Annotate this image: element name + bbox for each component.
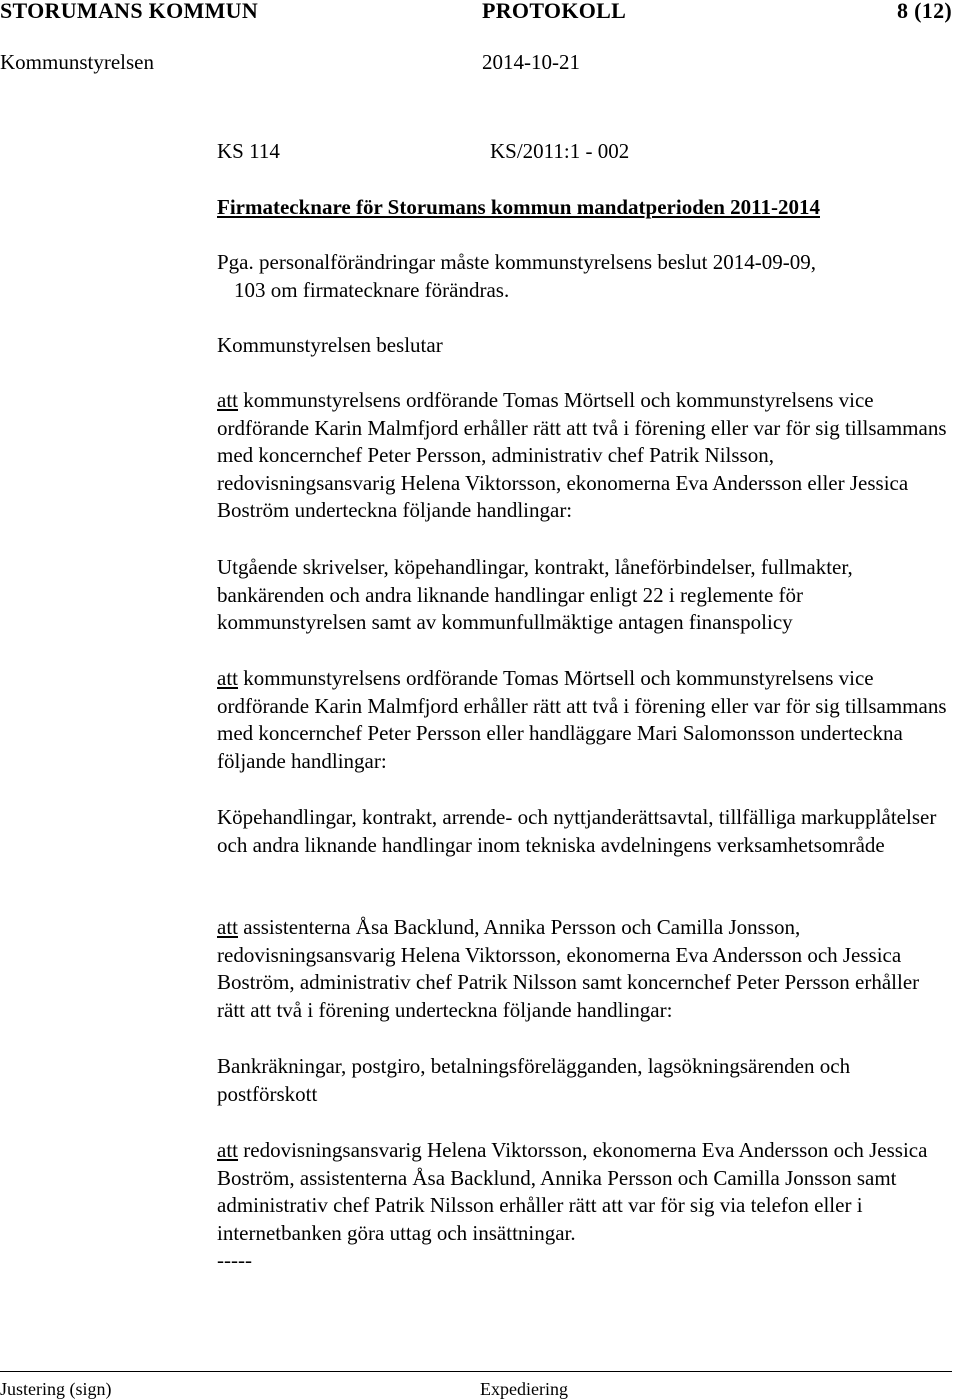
committee-name: Kommunstyrelsen: [0, 50, 154, 74]
clause-1-text: [217, 387, 952, 525]
clause-2-items: [217, 804, 952, 859]
att-keyword: att: [217, 1138, 238, 1162]
intro-line-2: 103 om firmatecknare förändras.: [234, 277, 510, 302]
decision-heading-block: [217, 332, 952, 360]
clause-1-body: kommunstyrelsens ordförande Tomas Mörtsell och kommunstyrelsens vice ordförande Karin Malmfjord erhåller rätt att två i förening eller var för sig tillsammans med koncernchef Peter Persson, administrativ chef Patrik Nilsson, redovisningsansvarig Helena Viktorsson, ekonomerna Eva Andersson eller Jessica Boström underteckna följande handlingar:: [217, 388, 947, 523]
clause-1-items-line-2: bankärenden och andra liknande handlingar enligt 22 i reglemente för: [217, 582, 804, 607]
footer-divider: [0, 1371, 952, 1372]
footer-expediering: Expediering: [480, 1379, 568, 1399]
clause-4: [217, 1137, 952, 1275]
page-number: 8 (12): [897, 0, 952, 23]
clause-2-text: [217, 665, 952, 775]
clause-4-body: redovisningsansvarig Helena Viktorsson, ekonomerna Eva Andersson och Jessica Boström, assistenterna Åsa Backlund, Annika Persson och Camilla Jonsson samt administrativ chef Patrik Nilsson erhåller rätt att var för sig via telefon eller i internetbanken göra uttag och insättningar.: [217, 1138, 928, 1245]
clause-1: [217, 387, 952, 525]
clause-1-items: [217, 554, 952, 637]
clause-3-items: [217, 1053, 952, 1108]
clause-2-body: kommunstyrelsens ordförande Tomas Mörtsell och kommunstyrelsens vice ordförande Karin Malmfjord erhåller rätt att två i förening eller var för sig tillsammans med koncernchef Peter Persson eller handläggare Mari Salomonsson underteckna följande handlingar:: [217, 666, 947, 773]
document-title-block: [217, 194, 952, 222]
att-keyword: att: [217, 388, 238, 412]
clause-3: [217, 914, 952, 1024]
footer-justering: Justering (sign): [0, 1379, 112, 1399]
header-row-top: [0, 0, 960, 26]
intro-block: [217, 249, 952, 304]
intro-line-1: Pga. personalförändringar måste kommunstyrelsens beslut 2014-09-09,: [217, 250, 816, 274]
case-paragraph: KS 114: [217, 139, 280, 163]
decision-heading: Kommunstyrelsen beslutar: [217, 333, 443, 357]
document-type: PROTOKOLL: [482, 0, 627, 23]
clause-4-text: [217, 1137, 952, 1247]
clause-3-text: [217, 914, 952, 1024]
att-keyword: att: [217, 915, 238, 939]
clause-1-items-line-1: Utgående skrivelser, köpehandlingar, kontrakt, låneförbindelser, fullmakter,: [217, 555, 853, 579]
end-mark: -----: [217, 1248, 252, 1273]
municipality-name: STORUMANS KOMMUN: [0, 0, 259, 23]
clause-2-items-text: Köpehandlingar, kontrakt, arrende- och nyttjanderättsavtal, tillfälliga markupplåtelser och andra liknande handlingar inom tekniska avdelningens verksamhetsområde: [217, 805, 937, 857]
clause-1-items-line-3: kommunstyrelsen samt av kommunfullmäktige antagen finanspolicy: [217, 610, 793, 635]
case-line: [0, 139, 960, 167]
clause-2: [217, 665, 952, 775]
document-title: Firmatecknare för Storumans kommun mandatperioden 2011-2014: [217, 195, 820, 219]
clause-3-body: assistenterna Åsa Backlund, Annika Persson och Camilla Jonsson, redovisningsansvarig Helena Viktorsson, ekonomerna Eva Andersson och Jessica Boström, administrativ chef Patrik Nilsson samt koncernchef Peter Persson erhåller rätt att två i förening underteckna följande handlingar:: [217, 915, 920, 1022]
clause-3-items-text: Bankräkningar, postgiro, betalningsförelägganden, lagsökningsärenden och postförskott: [217, 1054, 851, 1106]
meeting-date: 2014-10-21: [482, 50, 580, 74]
att-keyword: att: [217, 666, 238, 690]
header-row-bottom: [0, 50, 960, 78]
case-reference: KS/2011:1 - 002: [490, 139, 630, 163]
